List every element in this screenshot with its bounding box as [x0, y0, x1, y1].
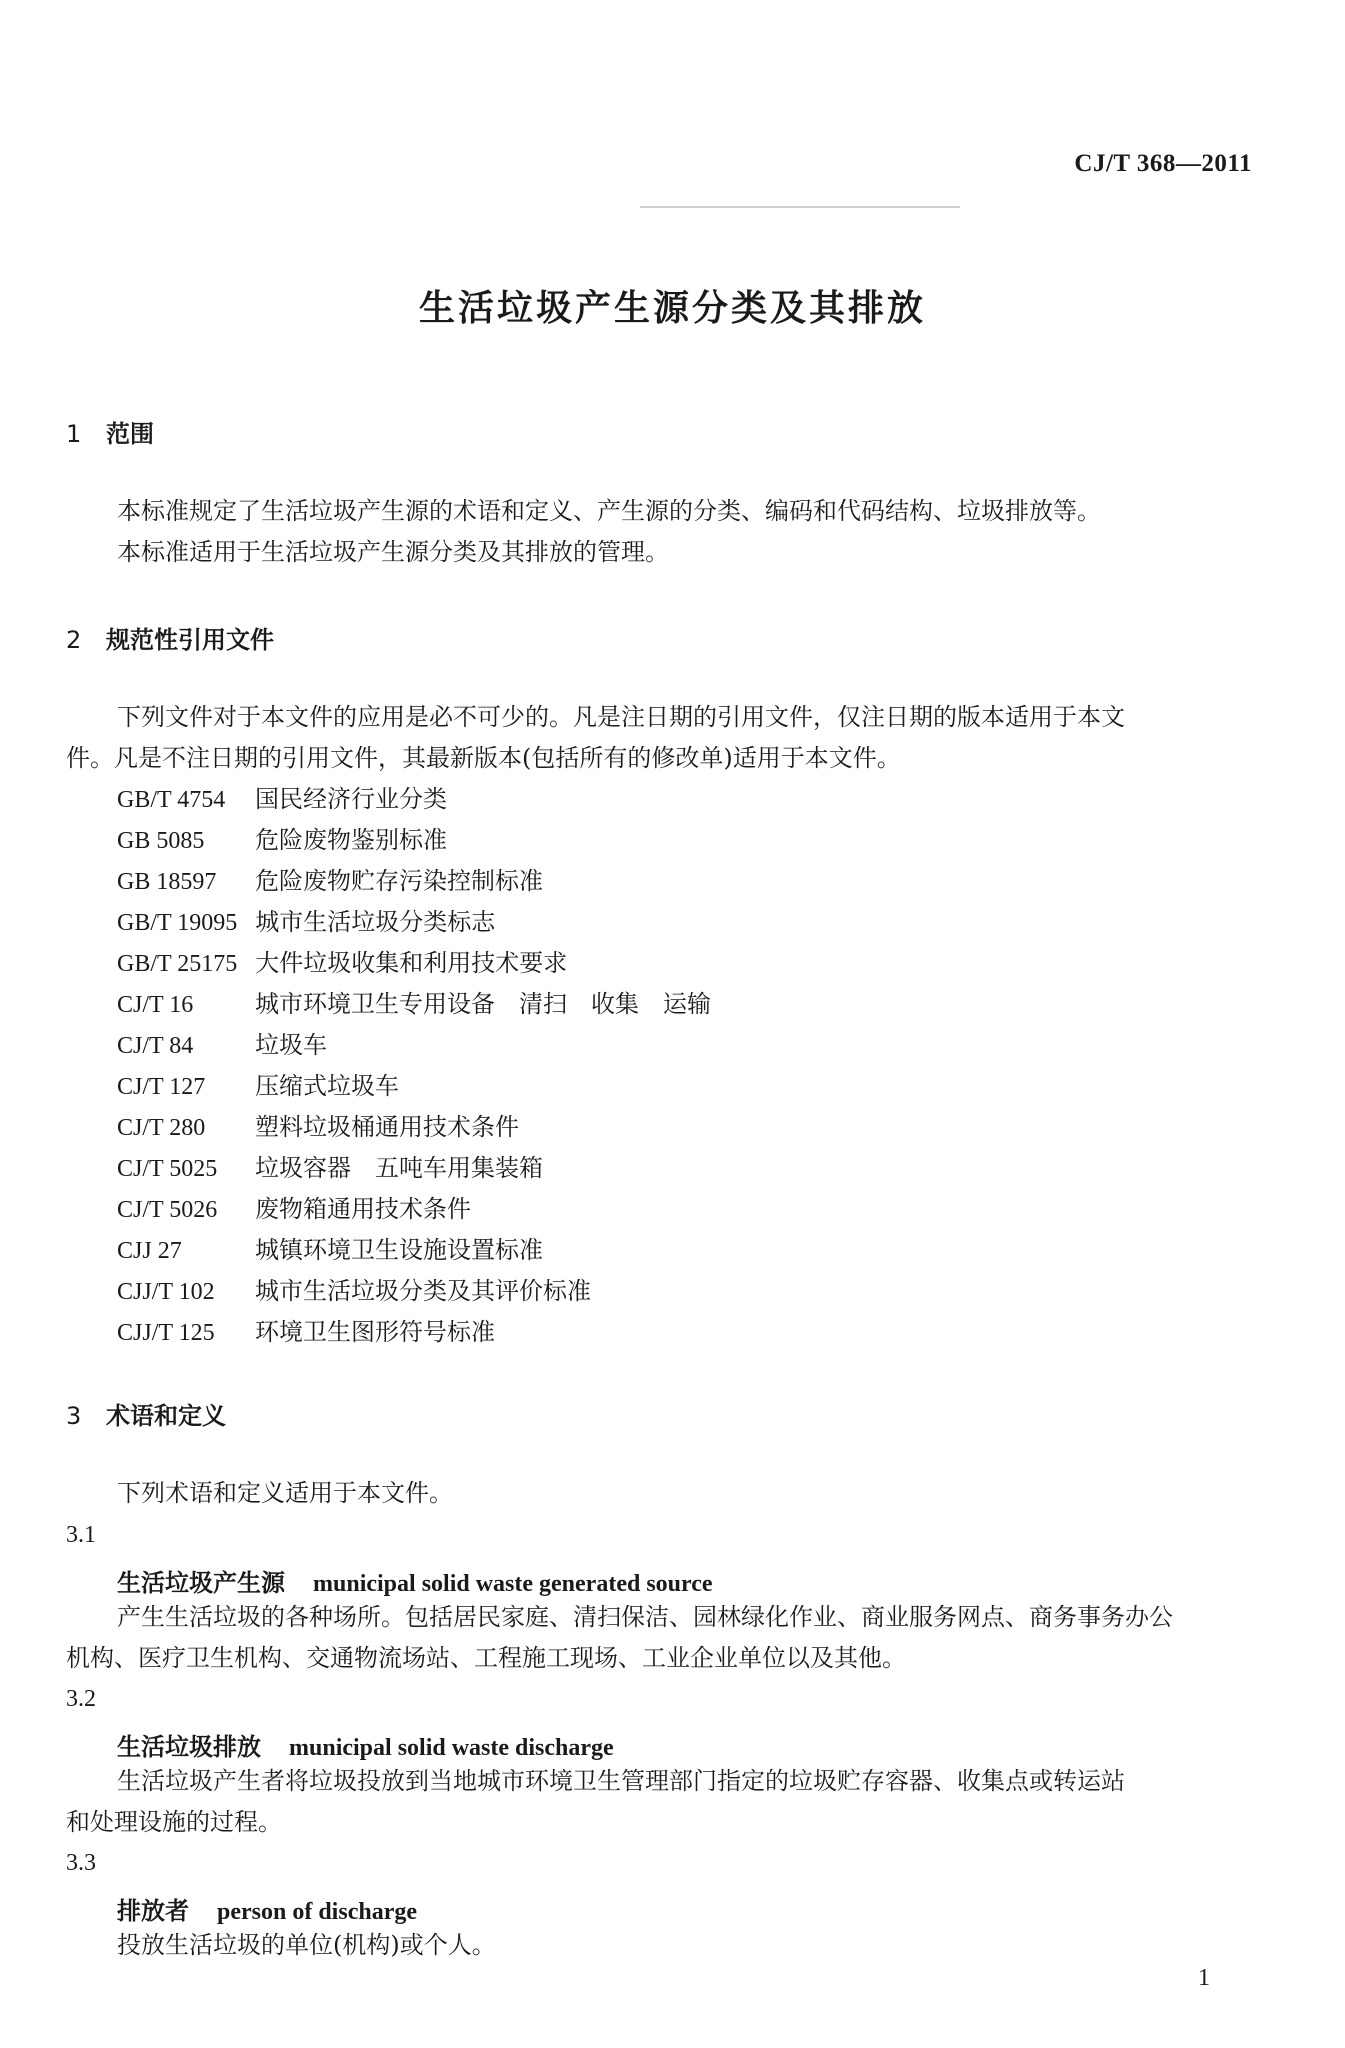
term-heading [117, 1727, 614, 1762]
ref-code: CJJ/T 102 [117, 1279, 215, 1305]
ref-title: 危险废物鉴别标准 [255, 826, 447, 854]
ref-code: GB 5085 [117, 828, 205, 854]
section-3-heading [66, 1396, 226, 1431]
ref-title: 环境卫生图形符号标准 [255, 1318, 495, 1346]
ref-title: 城市环境卫生专用设备 清扫 收集 运输 [255, 990, 711, 1018]
ref-code: CJ/T 5026 [117, 1197, 218, 1223]
section-number: 2 [66, 626, 82, 654]
section-number: 3 [66, 1402, 82, 1430]
header-rule [640, 206, 960, 208]
term-definition-line-2: 机构、医疗卫生机构、交通物流场站、工程施工现场、工业企业单位以及其他。 [66, 1644, 906, 1672]
ref-title: 废物箱通用技术条件 [255, 1195, 471, 1223]
ref-title: 大件垃圾收集和利用技术要求 [255, 949, 568, 977]
document-title: 生活垃圾产生源分类及其排放 [418, 288, 926, 329]
term-en: municipal solid waste generated source [313, 1571, 713, 1597]
section-title: 术语和定义 [106, 1402, 226, 1430]
section-title: 范围 [106, 420, 154, 448]
page-number: 1 [1198, 1965, 1210, 1991]
section-2-intro-line-1: 下列文件对于本文件的应用是必不可少的。凡是注日期的引用文件，仅注日期的版本适用于本文 [117, 703, 1125, 731]
term-zh: 排放者 [117, 1896, 189, 1925]
ref-title: 压缩式垃圾车 [255, 1072, 399, 1100]
term-number: 3.3 [66, 1850, 96, 1876]
section-2-intro-line-2: 件。凡是不注日期的引用文件，其最新版本(包括所有的修改单)适用于本文件。 [66, 744, 901, 772]
term-heading [117, 1891, 417, 1926]
ref-code: GB/T 4754 [117, 787, 226, 813]
list-item [117, 861, 711, 902]
ref-code: GB 18597 [117, 869, 217, 895]
list-item [117, 984, 711, 1025]
section-2-heading [66, 620, 274, 655]
term-definition-line-1: 生活垃圾产生者将垃圾投放到当地城市环境卫生管理部门指定的垃圾贮存容器、收集点或转运站 [117, 1767, 1125, 1795]
ref-code: CJ/T 84 [117, 1033, 194, 1059]
term-definition-line-1: 产生生活垃圾的各种场所。包括居民家庭、清扫保洁、园林绿化作业、商业服务网点、商务事务办公 [117, 1603, 1173, 1631]
ref-title: 国民经济行业分类 [255, 785, 447, 813]
section-number: 1 [66, 420, 82, 448]
list-item [117, 1066, 711, 1107]
list-item [117, 1271, 711, 1312]
ref-title: 城镇环境卫生设施设置标准 [255, 1236, 543, 1264]
list-item [117, 1230, 711, 1271]
standard-number: CJ/T 368—2011 [1074, 150, 1252, 177]
section-1-heading [66, 414, 154, 449]
ref-code: CJ/T 280 [117, 1115, 206, 1141]
reference-list [117, 779, 711, 1353]
ref-code: CJ/T 16 [117, 992, 194, 1018]
term-heading [117, 1563, 713, 1598]
ref-title: 垃圾车 [255, 1031, 327, 1059]
term-zh: 生活垃圾产生源 [117, 1568, 285, 1597]
term-en: municipal solid waste discharge [289, 1735, 614, 1761]
term-definition-line-2: 和处理设施的过程。 [66, 1808, 282, 1836]
term-en: person of discharge [217, 1899, 417, 1925]
list-item [117, 1025, 711, 1066]
list-item [117, 902, 711, 943]
ref-code: CJJ/T 125 [117, 1320, 215, 1346]
ref-title: 城市生活垃圾分类及其评价标准 [255, 1277, 591, 1305]
section-title: 规范性引用文件 [106, 626, 274, 654]
term-number: 3.1 [66, 1522, 96, 1548]
section-3-intro: 下列术语和定义适用于本文件。 [117, 1479, 453, 1507]
ref-code: CJ/T 127 [117, 1074, 206, 1100]
list-item [117, 1107, 711, 1148]
section-1-para-1: 本标准规定了生活垃圾产生源的术语和定义、产生源的分类、编码和代码结构、垃圾排放等。 [117, 497, 1101, 525]
ref-code: CJJ 27 [117, 1238, 182, 1264]
ref-code: GB/T 25175 [117, 951, 238, 977]
list-item [117, 779, 711, 820]
term-zh: 生活垃圾排放 [117, 1732, 261, 1761]
term-number: 3.2 [66, 1686, 96, 1712]
list-item [117, 1312, 711, 1353]
term-definition-line-1: 投放生活垃圾的单位(机构)或个人。 [117, 1931, 496, 1959]
ref-title: 垃圾容器 五吨车用集装箱 [255, 1154, 543, 1182]
section-1-para-2: 本标准适用于生活垃圾产生源分类及其排放的管理。 [117, 538, 669, 566]
ref-code: CJ/T 5025 [117, 1156, 218, 1182]
ref-title: 危险废物贮存污染控制标准 [255, 867, 543, 895]
ref-title: 城市生活垃圾分类标志 [255, 908, 496, 936]
ref-code: GB/T 19095 [117, 910, 238, 936]
list-item [117, 1189, 711, 1230]
ref-title: 塑料垃圾桶通用技术条件 [255, 1113, 519, 1141]
list-item [117, 943, 711, 984]
list-item [117, 820, 711, 861]
list-item [117, 1148, 711, 1189]
